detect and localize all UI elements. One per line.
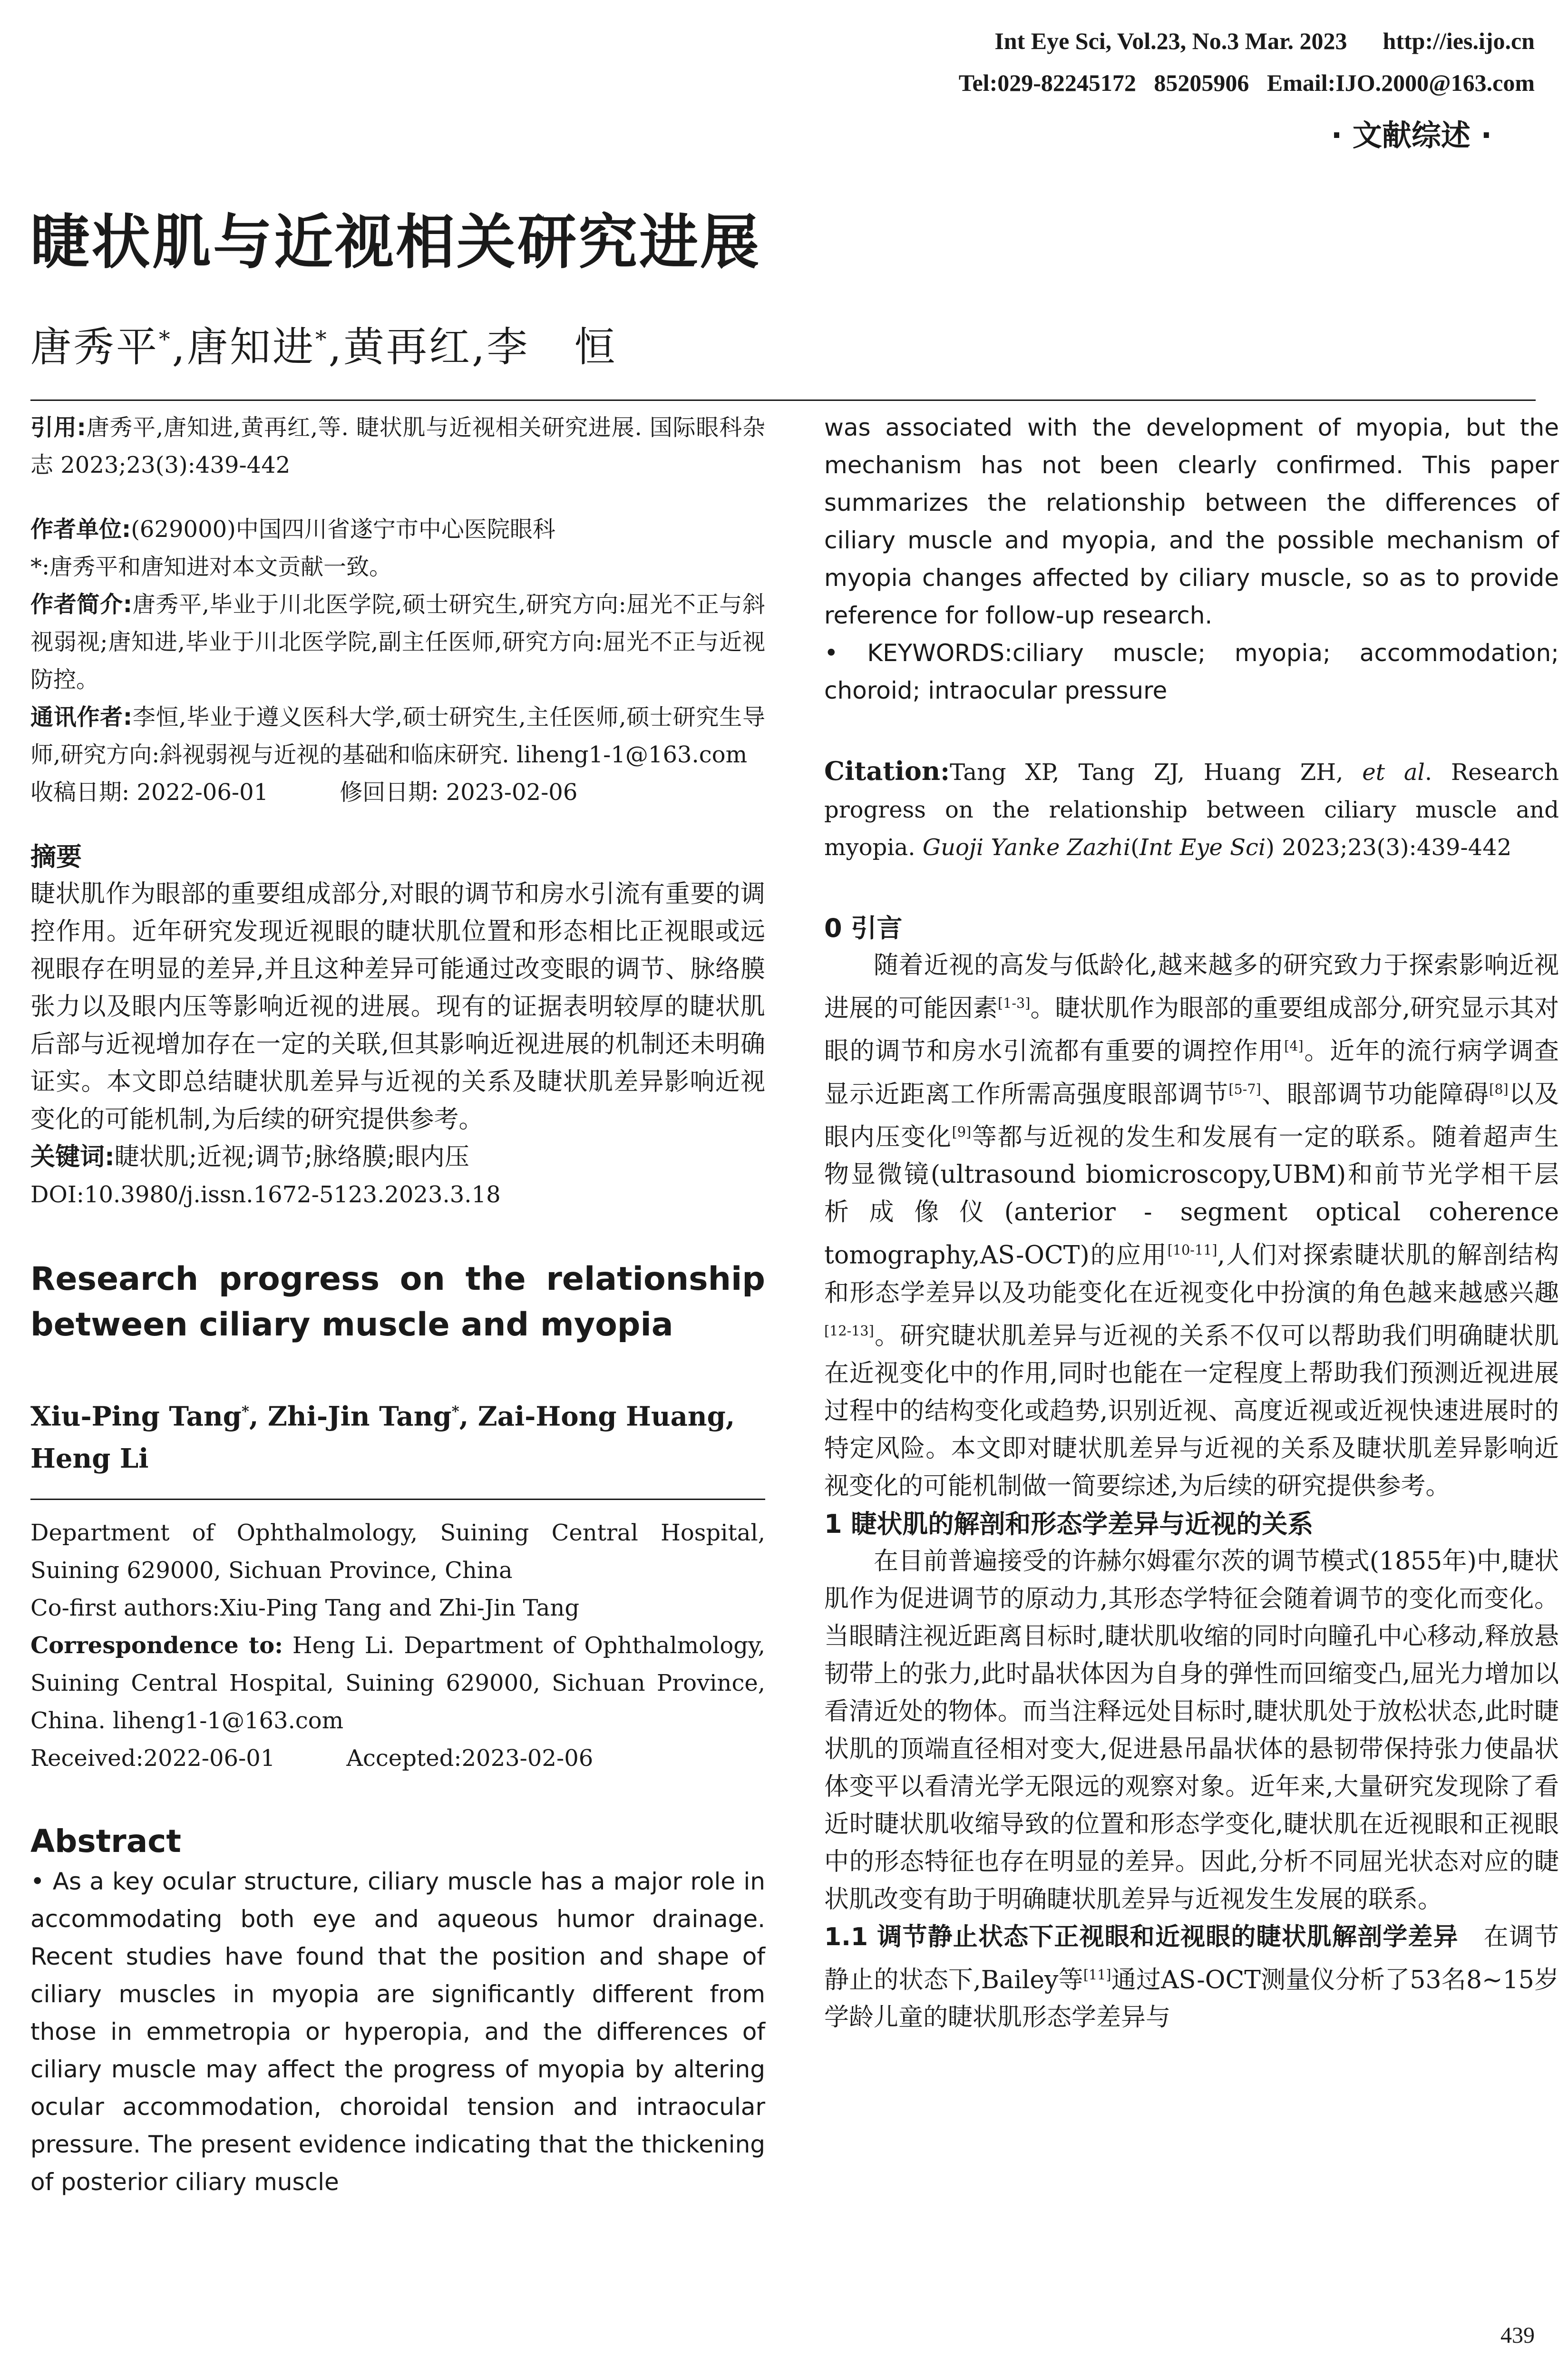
en-received: Received:2022-06-01 bbox=[30, 1744, 275, 1772]
en-accepted: Accepted:2023-02-06 bbox=[346, 1744, 594, 1772]
affiliation-cn-text: (629000)中国四川省遂宁市中心医院眼科 bbox=[131, 516, 555, 543]
intro-ref-6[interactable]: [10-11] bbox=[1167, 1242, 1217, 1258]
intro-text-4: 、眼部调节功能障碍 bbox=[1261, 1080, 1490, 1109]
intro-ref-2[interactable]: [4] bbox=[1284, 1038, 1304, 1054]
intro-text-7: ,人们对探索睫状肌的解剖结构和形态学差异以及功能变化在近视变化中扮演的角色越来越感兴趣 bbox=[824, 1241, 1559, 1307]
intro-text-2: 。睫状肌作为眼部的重要组成部分,研究显示其对眼的调节和房水引流都有重要的调控作用 bbox=[824, 994, 1559, 1066]
intro-paragraph bbox=[824, 947, 1559, 1505]
en-correspondence-label: Correspondence to: bbox=[30, 1632, 283, 1659]
section-1-1-ref-1[interactable]: [11] bbox=[1083, 1966, 1111, 1983]
en-citation-end: ) 2023;23(3):439-442 bbox=[1266, 834, 1512, 861]
intro-heading: 0 引言 bbox=[824, 913, 903, 943]
author-2: 唐知进 bbox=[187, 323, 315, 371]
intro-text-1: 随着近视的高发与低龄化,越来越多的研究致力于探索影响近视进展的可能因素 bbox=[824, 951, 1559, 1023]
section-1-paragraph: 在目前普遍接受的许赫尔姆霍尔茨的调节模式(1855年)中,睫状肌作为促进调节的原动力,其形态学特征会随着调节的变化而变化。当眼睛注视近距离目标时,睫状肌收缩的同时向瞳孔中心移动,释放悬韧带上的张力,此时晶状体因为自身的弹性而回缩变凸,屈光力增加以看清近处的物体。而当注释远处目标时,睫状肌处于放松状态,此时睫状肌的顶端直径相对变大,促进悬吊晶状体的悬韧带保持张力使晶状体变平以看清光学无限远的观察对象。近年来,大量研究发现除了看近时睫状肌收缩导致的位置和形态学变化,睫状肌在近视眼和正视眼中的形态特征也存在明显的差异。因此,分析不同屈光状态对应的睫状肌改变有助于明确睫状肌差异与近视发生发展的联系。 bbox=[824, 1547, 1559, 1914]
section-1-1-text-1: 在调节静止的状态下,Bailey等 bbox=[824, 1922, 1559, 1995]
right-column bbox=[824, 409, 1559, 2036]
author-1-mark: * bbox=[159, 326, 172, 353]
citation-cn-label: 引用: bbox=[30, 414, 86, 441]
en-cofirst: Co-first authors:Xiu-Ping Tang and Zhi-Jin Tang bbox=[30, 1594, 580, 1621]
corresponding-author-cn bbox=[30, 699, 765, 774]
author-bio-cn-label: 作者简介: bbox=[30, 591, 133, 618]
en-author-3: Zai-Hong Huang, bbox=[477, 1401, 735, 1432]
author-bio-cn-text: 唐秀平,毕业于川北医学院,硕士研究生,研究方向:屈光不正与斜视弱视;唐知进,毕业于川北医学院,副主任医师,研究方向:屈光不正与近视防控。 bbox=[30, 591, 766, 693]
en-author-2-mark: * bbox=[451, 1403, 459, 1420]
top-rule bbox=[30, 399, 1536, 401]
en-citation-etal: et al bbox=[1362, 759, 1425, 786]
received-date-cn: 收稿日期: 2022-06-01 bbox=[30, 779, 269, 806]
header-line-2: Tel:029-82245172 85205906 Email:IJO.2000@163.com bbox=[958, 69, 1535, 96]
intro-ref-7[interactable]: [12-13] bbox=[824, 1322, 874, 1339]
doi: DOI:10.3980/j.issn.1672-5123.2023.3.18 bbox=[30, 1181, 501, 1208]
author-1: 唐秀平 bbox=[30, 323, 159, 371]
citation-cn-text: 唐秀平,唐知进,黄再红,等. 睫状肌与近视相关研究进展. 国际眼科杂志 2023;23(3):439-442 bbox=[30, 414, 766, 478]
english-abstract-continued: was associated with the development of myopia, but the mechanism has not been clearly confirmed. This paper summarizes the relationship between the differences of ciliary muscle and myopia, and the possible mechanism of myopia changes affected by ciliary muscle, so as to provide reference for follow-up research. bbox=[824, 414, 1559, 629]
author-line bbox=[30, 314, 617, 373]
intro-ref-4[interactable]: [8] bbox=[1489, 1081, 1509, 1097]
en-citation-journal: Guoji Yanke Zazhi bbox=[922, 834, 1131, 861]
keywords-cn bbox=[30, 1139, 765, 1176]
revised-date-cn: 修回日期: 2023-02-06 bbox=[340, 779, 578, 806]
section-tag: · 文献综述 · bbox=[1331, 118, 1492, 153]
intro-ref-3[interactable]: [5-7] bbox=[1228, 1081, 1261, 1097]
keywords-cn-label: 关键词: bbox=[30, 1143, 115, 1171]
en-author-1: Xiu-Ping Tang bbox=[30, 1401, 242, 1432]
english-abstract-text: • As a key ocular structure, ciliary muscle has a major role in accommodating both eye and aqueous humor drainage. Recent studies have found that the position and shape of ciliary muscles in myopia are significantly different from those in emmetropia or hyperopia, and the differences of ciliary muscle may affect the progress of myopia by altering ocular accommodation, choroidal tension and intraocular pressure. The present evidence indicating that the thickening of posterior ciliary muscle bbox=[30, 1867, 765, 2196]
page-number: 439 bbox=[1500, 2323, 1535, 2348]
en-author-2: Zhi-Jin Tang bbox=[268, 1401, 452, 1432]
english-authors: Xiu-Ping Tang*, Zhi-Jin Tang*, Zai-Hong Huang, Heng Li bbox=[30, 1401, 735, 1474]
author-4: 李 恒 bbox=[487, 323, 617, 371]
section-1-1-paragraph bbox=[824, 1919, 1559, 2036]
citation-cn bbox=[30, 409, 765, 484]
en-citation bbox=[824, 752, 1559, 867]
affiliation-cn-label: 作者单位: bbox=[30, 516, 131, 543]
intro-text-3: 。近年的流行病学调查显示近距离工作所需高强度眼部调节 bbox=[824, 1037, 1559, 1109]
author-3: 黄再红 bbox=[343, 323, 472, 371]
en-correspondence-text: Heng Li. Department of Ophthalmology, Suining Central Hospital, Suining 629000, Sichuan Province, China. liheng1-1@163.com bbox=[30, 1632, 766, 1734]
intro-text-6: 等都与近视的发生和发展有一定的联系。随着超声生物显微镜(ultrasound biomicroscopy,UBM)和前节光学相干层析成像仪(anterior - segment optical coherence tomography,AS-OCT)的应用 bbox=[824, 1123, 1559, 1270]
section-1-heading: 1 睫状肌的解剖和形态学差异与近视的关系 bbox=[824, 1509, 1314, 1539]
dates-cn bbox=[30, 774, 765, 811]
intro-ref-5[interactable]: [9] bbox=[952, 1123, 972, 1140]
section-1-1-heading: 1.1 调节静止状态下正视眼和近视眼的睫状肌解剖学差异 bbox=[824, 1922, 1459, 1951]
abstract-cn-text: 睫状肌作为眼部的重要组成部分,对眼的调节和房水引流有重要的调控作用。近年研究发现近视眼的睫状肌位置和形态相比正视眼或远视眼存在明显的差异,并且这种差异可能通过改变眼的调节、脉络膜张力以及眼内压等影响近视的进展。现有的证据表明较厚的睫状肌后部与近视增加存在一定的关联,但其影响近视进展的机制还未明确证实。本文即总结睫状肌差异与近视的关系及睫状肌差异影响近视变化的可能机制,为后续的研究提供参考。 bbox=[30, 880, 765, 1134]
english-keywords: • KEYWORDS:ciliary muscle; myopia; accommodation; choroid; intraocular pressure bbox=[824, 639, 1559, 704]
english-title: Research progress on the relationship between ciliary muscle and myopia bbox=[30, 1260, 765, 1344]
author-2-mark: * bbox=[315, 326, 329, 353]
intro-text-8: 。研究睫状肌差异与近视的关系不仅可以帮助我们明确睫状肌在近视变化中的作用,同时也能在一定程度上帮助我们预测近视进展过程中的结构变化或趋势,识别近视、高度近视或近视快速进展时的特定风险。本文即对睫状肌差异与近视的关系及睫状肌差异影响近视变化的可能机制做一简要综述,为后续的研究提供参考。 bbox=[824, 1321, 1559, 1500]
en-citation-journal-en: Int Eye Sci bbox=[1139, 834, 1266, 861]
affiliation-cn bbox=[30, 511, 765, 548]
en-author-1-mark: * bbox=[241, 1403, 250, 1420]
journal-header bbox=[959, 20, 1535, 104]
en-citation-pre: Tang XP, Tang ZJ, Huang ZH, bbox=[950, 759, 1363, 786]
author-sep-2: , bbox=[328, 323, 343, 371]
left-column bbox=[30, 409, 765, 2201]
en-citation-paren: ( bbox=[1130, 834, 1139, 861]
en-author-4: Heng Li bbox=[30, 1442, 149, 1474]
intro-text-5: 以及眼内压变化 bbox=[824, 1080, 1559, 1152]
cofirst-note-cn: *:唐秀平和唐知进对本文贡献一致。 bbox=[30, 554, 392, 580]
author-sep-3: , bbox=[472, 323, 487, 371]
intro-ref-1[interactable]: [1-3] bbox=[998, 995, 1031, 1011]
en-department: Department of Ophthalmology, Suining Central Hospital, Suining 629000, Sichuan Province, China bbox=[30, 1519, 765, 1584]
section-1-1-text-2: 通过AS-OCT测量仪分析了53名8~15岁学龄儿童的睫状肌形态学差异与 bbox=[824, 1966, 1559, 2032]
header-line-1: Int Eye Sci, Vol.23, No.3 Mar. 2023 http://ies.ijo.cn bbox=[994, 28, 1535, 54]
en-dates bbox=[30, 1740, 765, 1777]
abstract-cn-heading: 摘要 bbox=[30, 842, 82, 872]
keywords-cn-text: 睫状肌;近视;调节;脉络膜;眼内压 bbox=[114, 1143, 469, 1171]
author-bio-cn bbox=[30, 586, 765, 699]
english-abstract-heading: Abstract bbox=[30, 1822, 181, 1860]
author-sep-1: , bbox=[172, 323, 187, 371]
english-section-rule bbox=[30, 1499, 765, 1500]
en-citation-label: Citation: bbox=[824, 756, 950, 786]
en-citation-mid: . Research progress on the relationship between ciliary muscle and myopia. bbox=[824, 759, 1559, 861]
corresponding-author-cn-text: 李恒,毕业于遵义医科大学,硕士研究生,主任医师,硕士研究生导师,研究方向:斜视弱视与近视的基础和临床研究. liheng1-1@163.com bbox=[30, 704, 765, 768]
article-title: 睫状肌与近视相关研究进展 bbox=[30, 208, 761, 277]
corresponding-author-cn-label: 通讯作者: bbox=[30, 704, 133, 731]
en-correspondence bbox=[30, 1627, 765, 1740]
